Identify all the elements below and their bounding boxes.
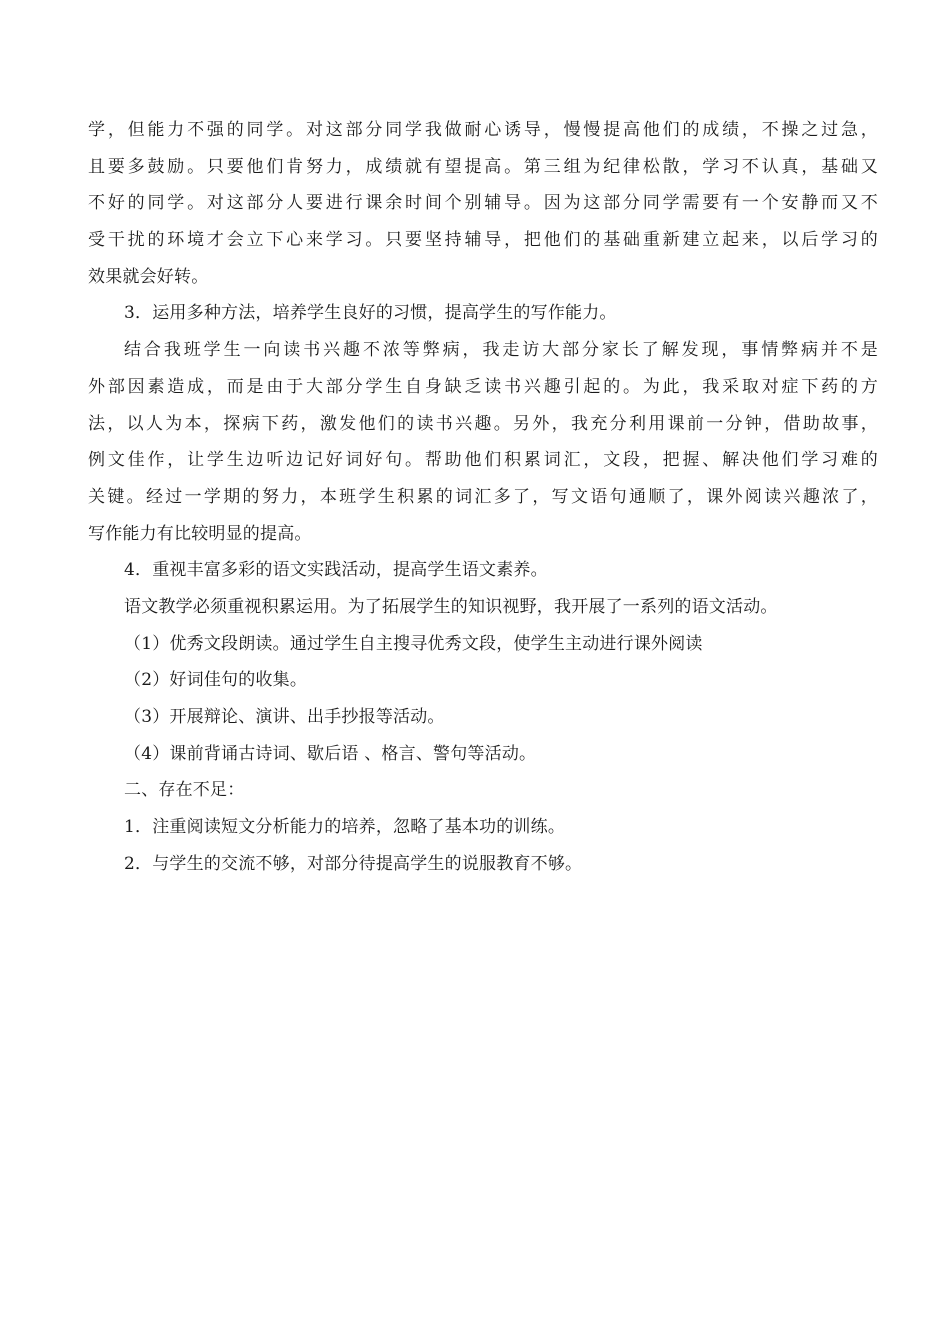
paragraph-line: 结合我班学生一向读书兴趣不浓等弊病，我走访大部分家长了解发现，事情弊病并不是 bbox=[124, 340, 878, 361]
list-item: （3）开展辩论、演讲、出手抄报等活动。 bbox=[124, 707, 445, 727]
paragraph-line: 法，以人为本，探病下药，激发他们的读书兴趣。另外，我充分利用课前一分钟，借助故事， bbox=[88, 413, 878, 434]
paragraph-line: 效果就会好转。 bbox=[88, 266, 209, 287]
paragraph-line: 受干扰的环境才会立下心来学习。只要坚持辅导，把他们的基础重新建立起来，以后学习的 bbox=[88, 230, 878, 251]
paragraph-line: 写作能力有比较明显的提高。 bbox=[88, 523, 312, 544]
list-item: 2．与学生的交流不够，对部分待提高学生的说服教育不够。 bbox=[124, 853, 583, 874]
section-heading-3: 3．运用多种方法，培养学生良好的习惯，提高学生的写作能力。 bbox=[124, 303, 617, 324]
section-heading-4: 4．重视丰富多彩的语文实践活动，提高学生语文素养。 bbox=[124, 560, 548, 581]
list-item: 1．注重阅读短文分析能力的培养，忽略了基本功的训练。 bbox=[124, 817, 566, 838]
document-page bbox=[88, 112, 878, 882]
list-item: （2）好词佳句的收集。 bbox=[124, 670, 308, 691]
list-item: （4）课前背诵古诗词、歇后语 、格言、警句等活动。 bbox=[124, 743, 537, 764]
paragraph-line: 关键。经过一学期的努力，本班学生积累的词汇多了，写文语句通顺了，课外阅读兴趣浓了， bbox=[88, 486, 878, 507]
section-title: 二、存在不足： bbox=[124, 780, 245, 801]
list-item: （1）优秀文段朗读。通过学生自主搜寻优秀文段，使学生主动进行课外阅读 bbox=[124, 633, 703, 654]
paragraph-line: 外部因素造成，而是由于大部分学生自身缺乏读书兴趣引起的。为此，我采取对症下药的方 bbox=[88, 376, 878, 397]
paragraph-line: 不好的同学。对这部分人要进行课余时间个别辅导。因为这部分同学需要有一个安静而又不 bbox=[88, 193, 878, 214]
paragraph-line: 且要多鼓励。只要他们肯努力，成绩就有望提高。第三组为纪律松散，学习不认真，基础又 bbox=[88, 156, 878, 177]
paragraph-line: 语文教学必须重视积累运用。为了拓展学生的知识视野，我开展了一系列的语文活动。 bbox=[124, 596, 778, 617]
paragraph-line: 学，但能力不强的同学。对这部分同学我做耐心诱导，慢慢提高他们的成绩，不操之过急， bbox=[88, 120, 878, 140]
paragraph-line: 例文佳作，让学生边听边记好词好句。帮助他们积累词汇，文段，把握、解决他们学习难的 bbox=[88, 450, 878, 471]
